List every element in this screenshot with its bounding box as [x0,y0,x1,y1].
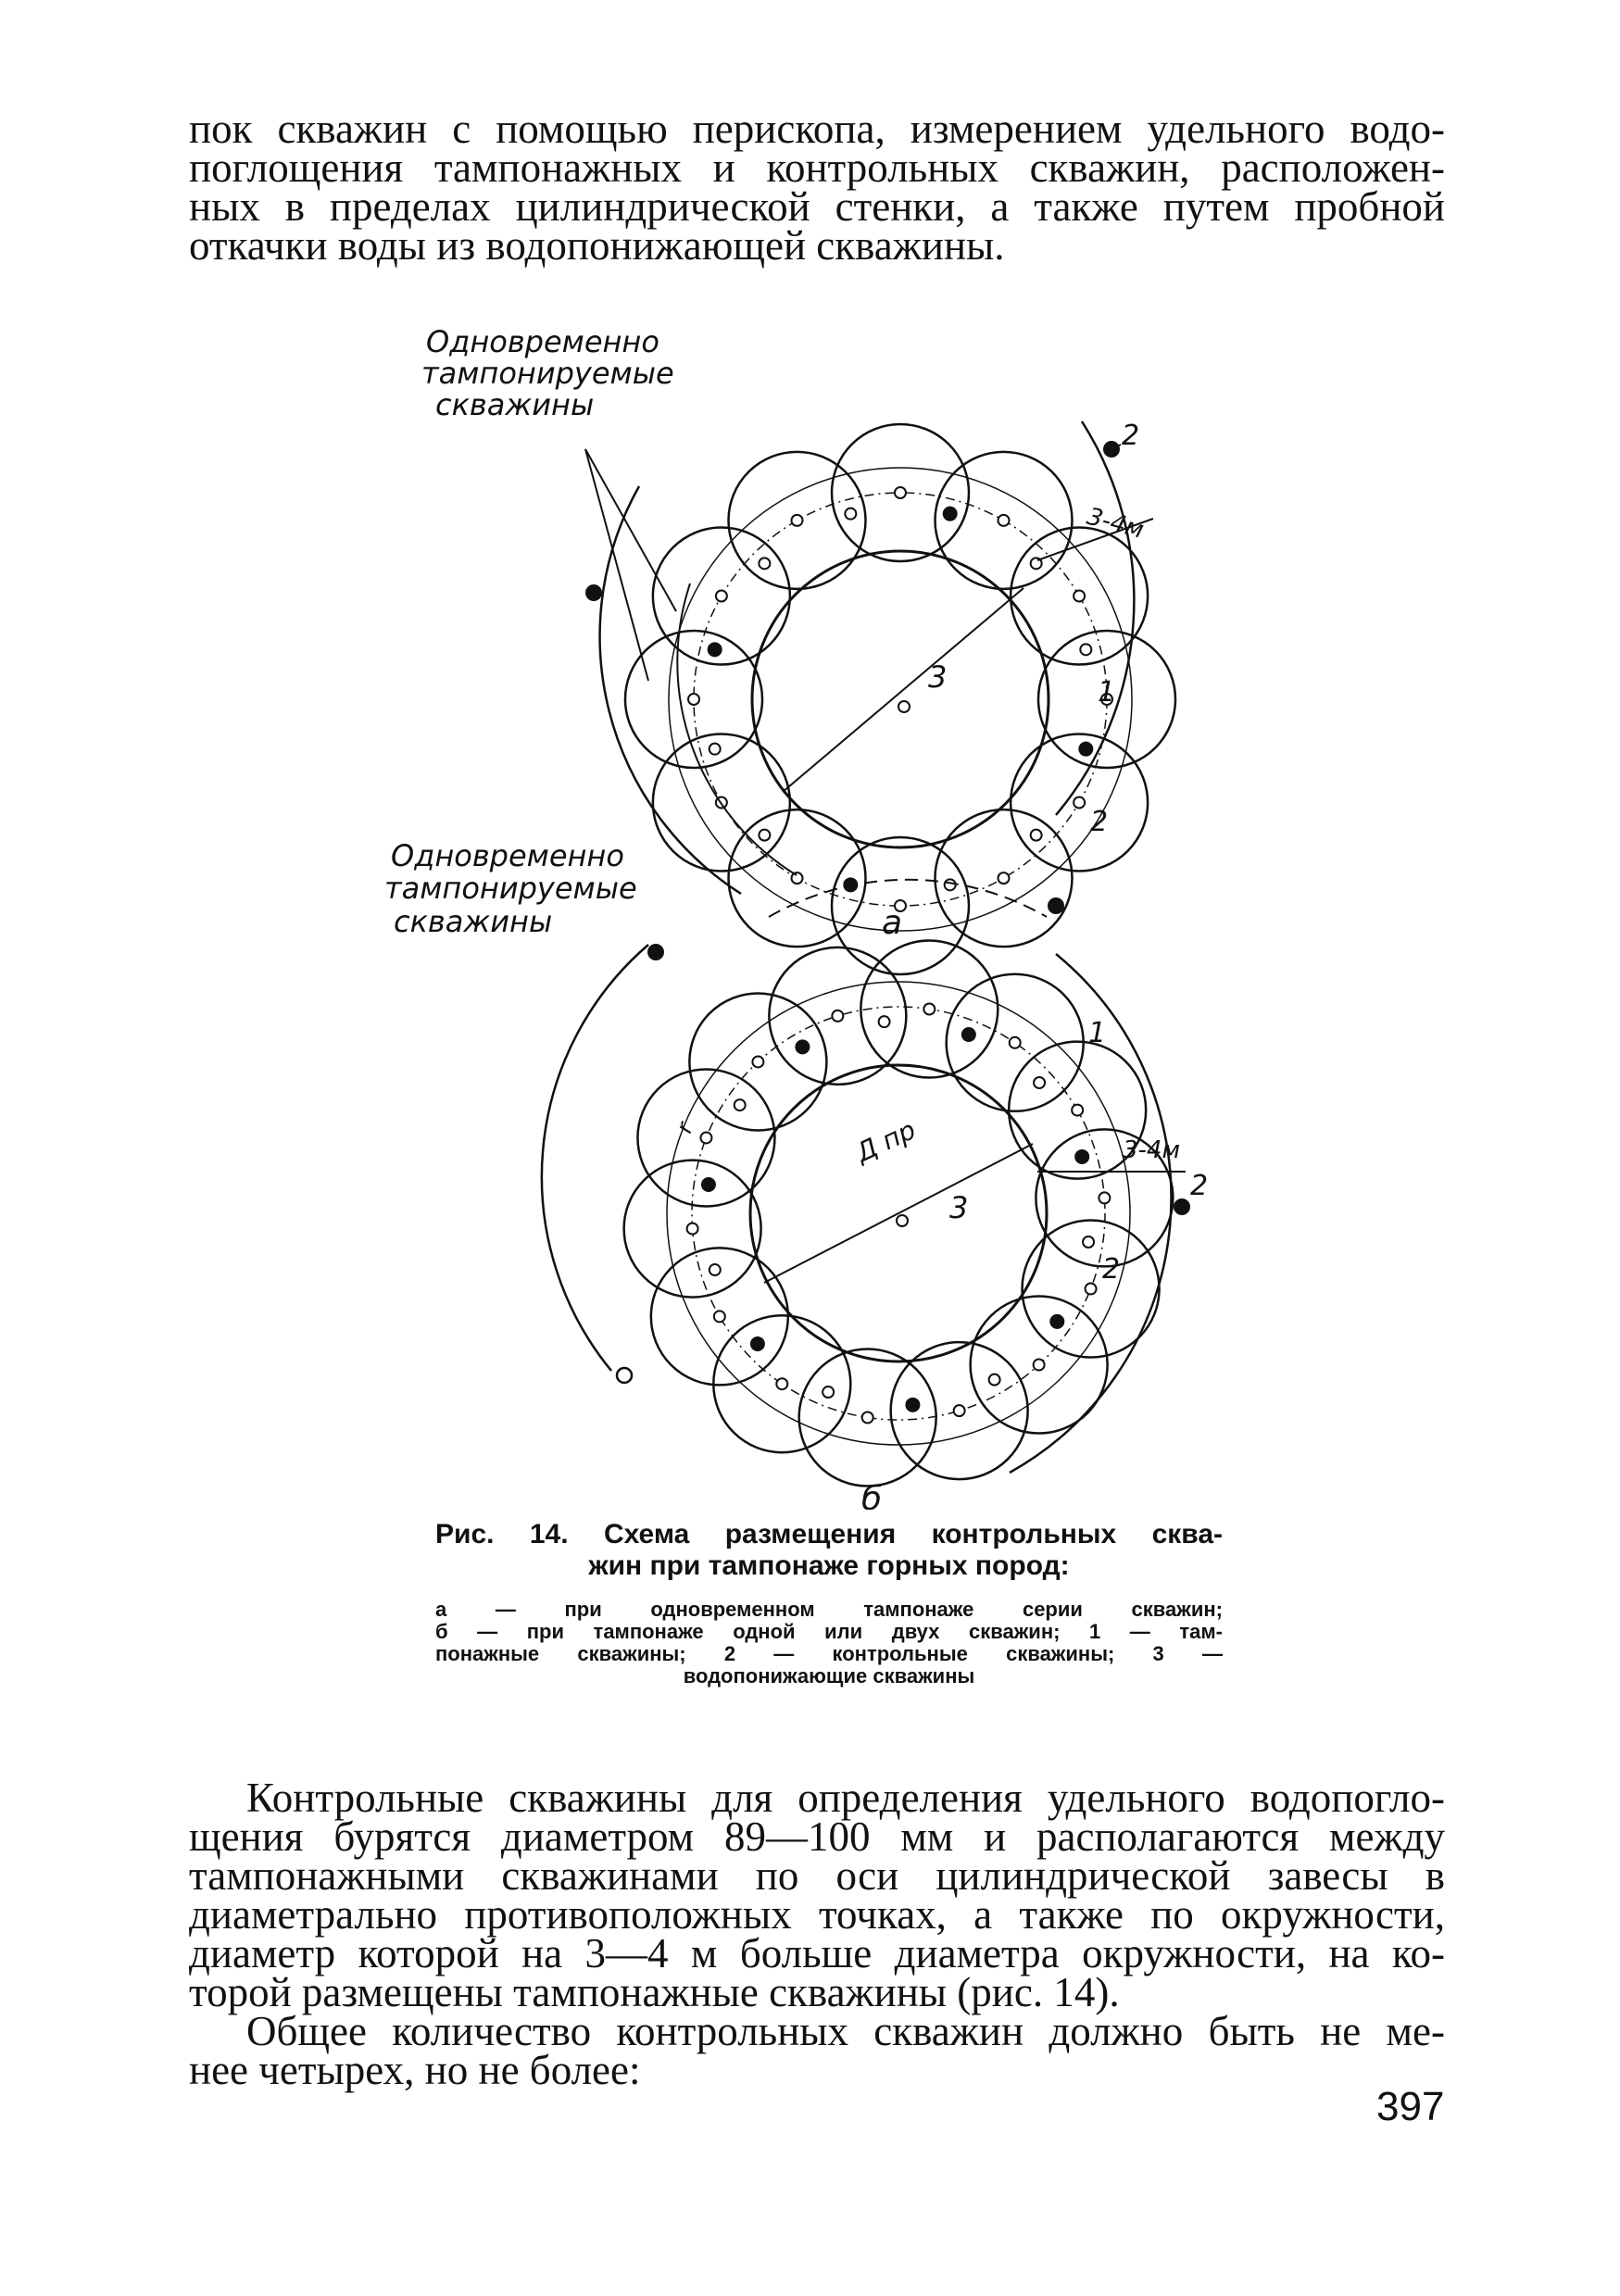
grouting-well [792,872,803,884]
page-number: 397 [1376,2084,1445,2129]
control-well-empty [945,879,956,890]
figure-caption-title [435,1519,1223,1582]
control-well-empty [759,558,770,569]
grouting-well [1086,1284,1097,1295]
inner-circle [752,551,1049,847]
mark-label: 3 [928,659,948,695]
grouting-well [923,1004,935,1015]
radius-label: r [671,1119,699,1137]
diameter-label: Д пр [851,1114,921,1169]
auxiliary-circle [669,468,1132,931]
figure-letter-b: б [861,1480,883,1510]
control-well-empty [879,1016,890,1027]
figure-14 [370,315,1260,1510]
grouting-well [1034,1360,1045,1371]
grouting-well [832,1010,843,1022]
dewatering-well [898,701,910,712]
grouting-well [895,487,906,498]
legend-line: водопонижающие скважины [683,1664,975,1687]
borehole-layout-diagram [370,315,1260,1510]
mark-label: 2 [1102,1253,1121,1286]
control-well-empty [759,830,770,841]
control-well-dot [1079,743,1092,756]
grouting-well [687,1223,698,1235]
control-well-dot [709,643,722,656]
legend-line: а — при одновременном тампонаже серии скважин; [435,1598,1223,1621]
top-paragraph [189,106,1445,269]
label-line: тампонируемые [384,871,637,906]
control-well-dot [906,1399,919,1411]
control-well-dot [751,1337,764,1350]
control-well-dot [702,1178,715,1191]
control-well-empty [989,1374,1000,1386]
dewatering-well [897,1215,908,1226]
control-well-dot [962,1028,975,1041]
outer-arc-a-inner-left [677,583,797,875]
control-well-empty [710,744,721,755]
figure-letter-a: а [882,904,903,942]
text-line: торой размещены тампонажные скважины (рис. 14). [189,1969,1120,2015]
figure-caption-legend [435,1599,1223,1687]
mark-label: 2 [1090,806,1109,838]
control-well-empty [1080,644,1091,655]
label-line: скважины [435,387,595,422]
control-well-empty [710,1264,721,1275]
diameter-line-a [783,588,1023,792]
grouting-well [862,1411,873,1423]
grouting-well [1099,1192,1110,1203]
text-line: ных в пределах цилиндрической стенки, а также путем пробной [189,183,1445,230]
legend-line: понажные скважины; 2 — контрольные скважины; 3 — [435,1642,1223,1665]
label-line: скважины [394,904,553,939]
diameter-line-b [764,1144,1033,1283]
control-well-dot [585,584,602,601]
mark-label: 3-4м [1084,502,1147,545]
mark-label: 3 [949,1190,969,1225]
control-well-dot [944,508,957,521]
control-well-empty [1031,830,1042,841]
mark-label: 2 [1190,1170,1209,1202]
caption-line: Рис. 14. Схема размещения контрольных сква- [435,1519,1223,1549]
grouting-well [688,694,699,705]
control-well-empty [1034,1077,1045,1088]
grouting-well [776,1378,787,1389]
text-line: диаметрально противоположных точках, а также по окружности, [189,1891,1445,1938]
text-line: тампонажными скважинами по оси цилиндрической завесы в [189,1852,1445,1899]
grouting-well [700,1132,711,1143]
control-well-empty [617,1368,632,1383]
grouting-well [954,1405,965,1416]
mark-label: 2 [1122,420,1140,452]
control-well-dot [1075,1150,1088,1163]
outer-control-arc-a-left [600,486,741,894]
control-well-dot [796,1040,809,1053]
connector-arc [769,880,1047,917]
label-line: Одновременно [391,838,624,873]
control-well-empty [823,1386,834,1398]
caption-line: жин при тампонаже горных пород: [588,1550,1070,1581]
grouting-well [1074,591,1085,602]
legend-line: б — при тампонаже одной или двух скважин; 1 — там- [435,1620,1223,1643]
text-line: Общее количество контрольных скважин должно быть не ме- [246,2008,1445,2054]
mark-label: 1 [1098,676,1116,709]
text-line: пок скважин с помощью перископа, измерением удельного водо- [189,106,1445,152]
control-well-empty [1083,1236,1094,1248]
body-paragraph-1 [189,1775,1445,2015]
grouting-well [998,872,1010,884]
text-line: Контрольные скважины для определения удельного водопогло- [246,1775,1445,1821]
outer-control-arc-b-left [542,945,648,1371]
control-well-dot [1048,897,1064,914]
label-line: Одновременно [426,324,659,359]
grouting-well [1074,797,1085,809]
grouting-well [998,515,1010,526]
control-well-dot [647,944,664,960]
mark-label: 3-4м [1123,1136,1181,1164]
control-well-empty [845,508,856,520]
grouting-well [752,1056,763,1067]
grouting-well [792,515,803,526]
text-line: диаметр которой на 3—4 м больше диаметра окружности, на ко- [189,1930,1445,1976]
text-line: щения бурятся диаметром 89—100 мм и располагаются между [189,1813,1445,1860]
control-well-empty [735,1099,746,1110]
text-line: поглощения тампонажных и контрольных скважин, расположен- [189,144,1445,191]
text-line: откачки воды из водопонижающей скважины. [189,222,1005,269]
control-well-dot [1050,1315,1063,1328]
text-line: нее четырех, но не более: [189,2047,641,2093]
grouting-well [714,1311,725,1322]
label-line: тампонируемые [421,356,674,391]
grouting-well [1072,1105,1083,1116]
body-paragraph-2 [189,2008,1445,2093]
grouting-well [1010,1037,1021,1048]
mark-label: 1 [1088,1017,1107,1049]
grouting-well [716,591,727,602]
label-leader [585,449,648,681]
